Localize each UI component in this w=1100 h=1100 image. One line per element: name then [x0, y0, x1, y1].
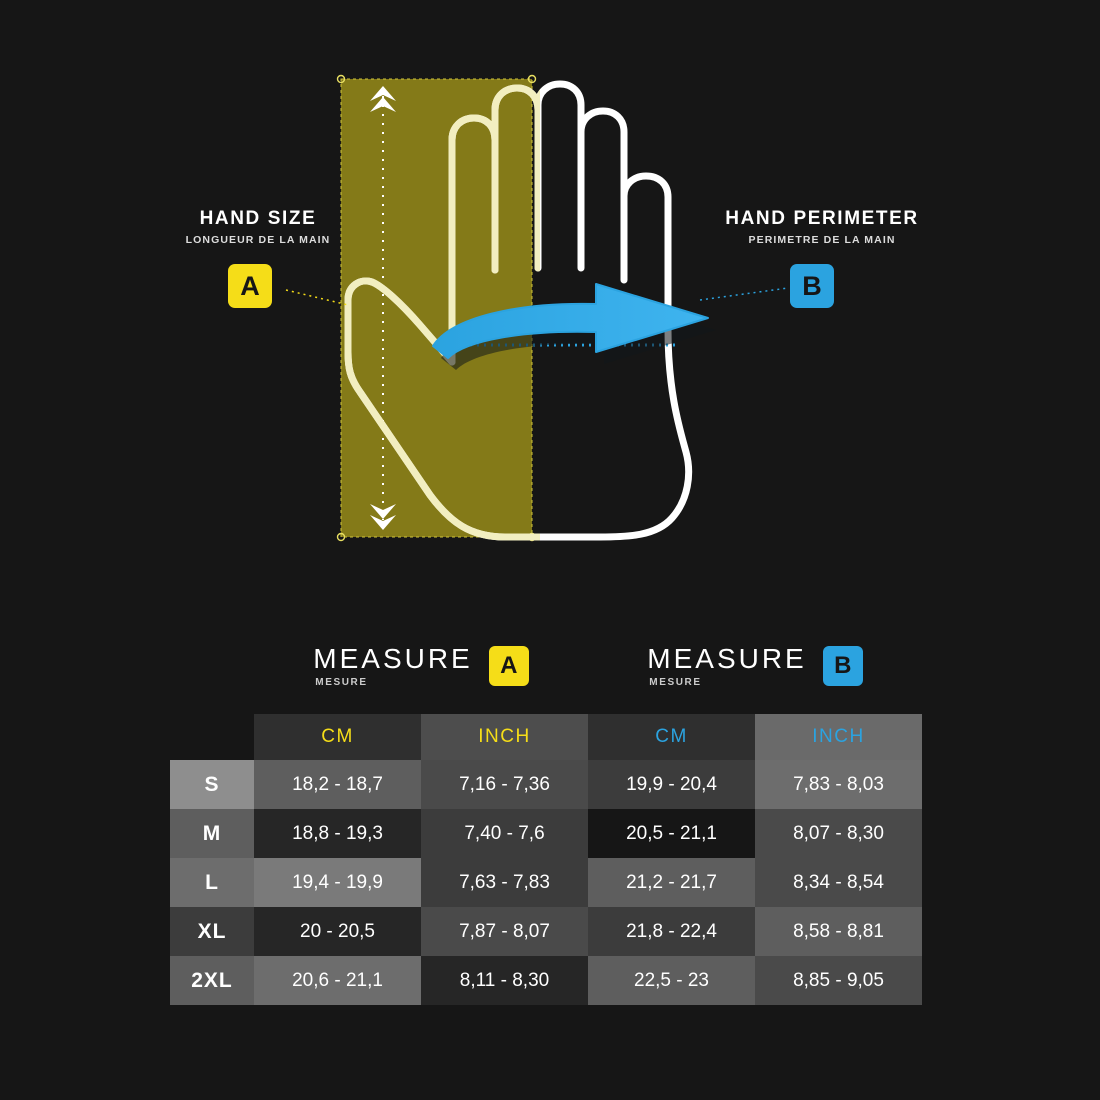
table-badge-b: B	[823, 646, 863, 686]
table-badge-a: A	[489, 646, 529, 686]
cell-l-a-cm: 19,4 - 19,9	[254, 858, 421, 907]
table-unit-row	[170, 714, 922, 760]
size-label-m: M	[170, 809, 254, 858]
unit-a-inch: INCH	[421, 714, 588, 760]
measure-a-title: MEASURE	[313, 642, 473, 674]
measure-a-header	[254, 618, 588, 714]
table-row	[170, 760, 922, 809]
hand-length-region	[341, 79, 532, 537]
hand-size-subtitle: LONGUEUR DE LA MAIN	[185, 234, 331, 246]
table-row	[170, 956, 922, 1005]
cell-m-a-inch: 7,40 - 7,6	[421, 809, 588, 858]
cell-s-b-inch: 7,83 - 8,03	[755, 760, 922, 809]
size-table	[170, 618, 922, 1005]
cell-xl-a-cm: 20 - 20,5	[254, 907, 421, 956]
corner-cell	[170, 618, 254, 714]
cell-l-b-cm: 21,2 - 21,7	[588, 858, 755, 907]
cell-l-b-inch: 8,34 - 8,54	[755, 858, 922, 907]
cell-xl-a-inch: 7,87 - 8,07	[421, 907, 588, 956]
cell-2xl-a-cm: 20,6 - 21,1	[254, 956, 421, 1005]
table-header-row	[170, 618, 922, 714]
measure-b-subtitle: MESURE	[649, 677, 702, 689]
unit-a-cm: CM	[254, 714, 421, 760]
cell-xl-b-inch: 8,58 - 8,81	[755, 907, 922, 956]
table-row	[170, 907, 922, 956]
leader-line-b	[700, 288, 788, 300]
cell-l-a-inch: 7,63 - 7,83	[421, 858, 588, 907]
hand-perimeter-label-group	[712, 208, 932, 246]
cell-s-b-cm: 19,9 - 20,4	[588, 760, 755, 809]
cell-xl-b-cm: 21,8 - 22,4	[588, 907, 755, 956]
leader-line-a	[286, 290, 348, 305]
size-label-2xl: 2XL	[170, 956, 254, 1005]
size-label-s: S	[170, 760, 254, 809]
measure-b-header	[588, 618, 922, 714]
cell-m-b-inch: 8,07 - 8,30	[755, 809, 922, 858]
corner-cell	[170, 714, 254, 760]
unit-b-inch: INCH	[755, 714, 922, 760]
cell-2xl-a-inch: 8,11 - 8,30	[421, 956, 588, 1005]
size-label-xl: XL	[170, 907, 254, 956]
hand-perimeter-title: HAND PERIMETER	[725, 208, 919, 229]
table-row	[170, 809, 922, 858]
hand-size-title: HAND SIZE	[199, 208, 317, 229]
cell-s-a-inch: 7,16 - 7,36	[421, 760, 588, 809]
measure-b-title: MEASURE	[647, 642, 807, 674]
cell-m-b-cm: 20,5 - 21,1	[588, 809, 755, 858]
badge-b: B	[790, 264, 834, 308]
measure-a-subtitle: MESURE	[315, 677, 368, 689]
size-label-l: L	[170, 858, 254, 907]
badge-a: A	[228, 264, 272, 308]
cell-m-a-cm: 18,8 - 19,3	[254, 809, 421, 858]
unit-b-cm: CM	[588, 714, 755, 760]
cell-2xl-b-cm: 22,5 - 23	[588, 956, 755, 1005]
table-row	[170, 858, 922, 907]
hand-size-label-group	[148, 208, 368, 246]
cell-s-a-cm: 18,2 - 18,7	[254, 760, 421, 809]
cell-2xl-b-inch: 8,85 - 9,05	[755, 956, 922, 1005]
hand-perimeter-subtitle: PERIMETRE DE LA MAIN	[748, 234, 896, 246]
